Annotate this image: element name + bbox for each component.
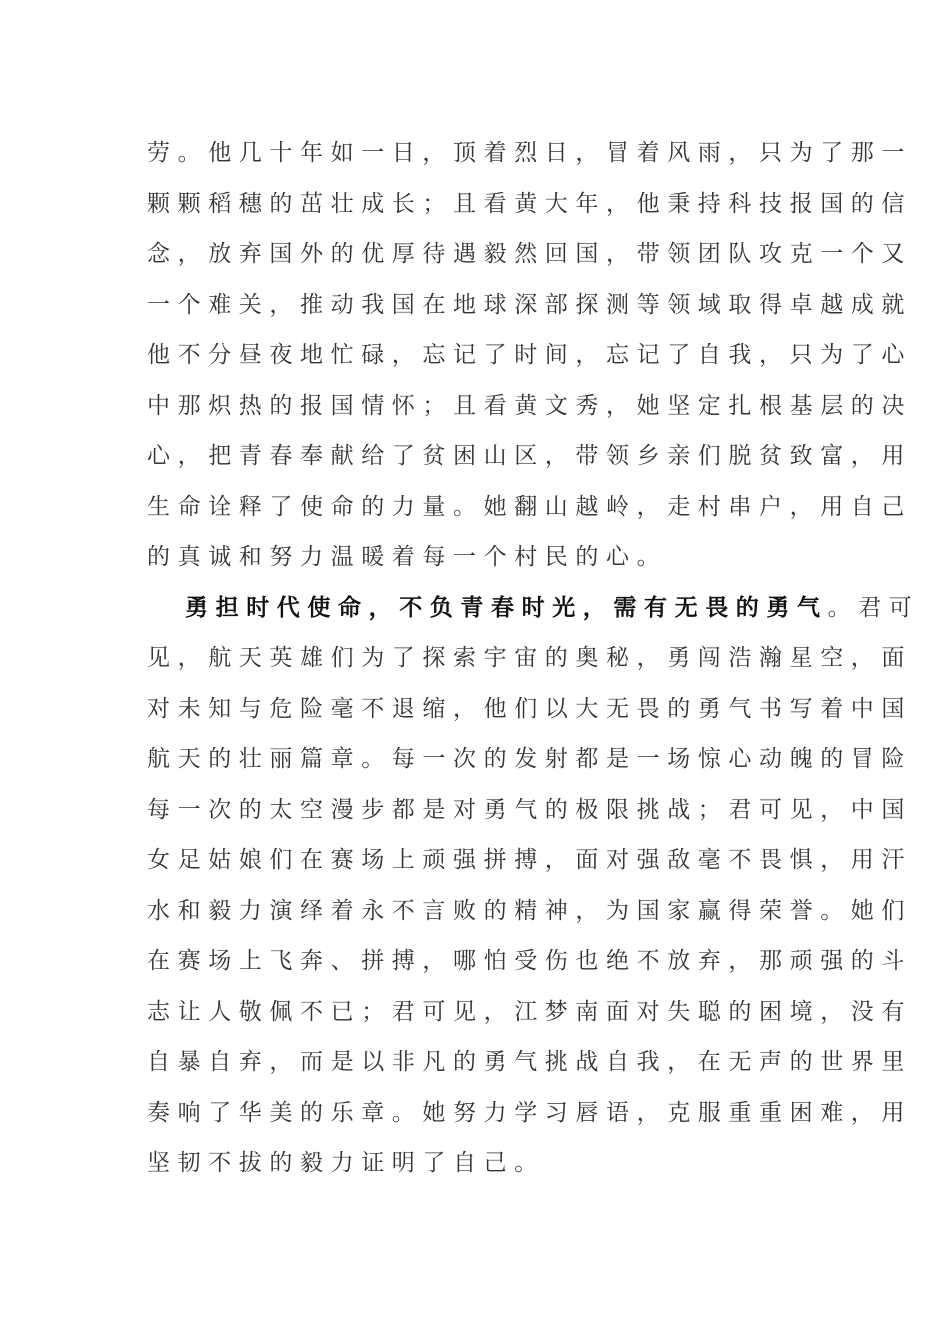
text-line: 水和毅力演绎着永不言败的精神，为国家赢得荣誉。她们: [147, 897, 912, 924]
text-line: 每一次的太空漫步都是对勇气的极限挑战；君可见，中国: [147, 796, 912, 823]
text-line: 颗颗稻穗的茁壮成长；且看黄大年，他秉持科技报国的信: [147, 190, 912, 217]
body-text: [147, 128, 920, 1189]
text-line: 航天的壮丽篇章。每一次的发射都是一场惊心动魄的冒险: [147, 746, 912, 772]
text-line: 他不分昼夜地忙碌，忘记了时间，忘记了自我，只为了心: [147, 342, 912, 368]
text-line: 劳。他几十年如一日，顶着烈日，冒着风雨，只为了那一: [147, 140, 912, 166]
paragraph-2-first-line: [147, 583, 920, 634]
text-line: 自暴自弃，而是以非凡的勇气挑战自我，在无声的世界里: [147, 1049, 912, 1075]
text-line: 对未知与危险毫不退缩，他们以大无畏的勇气书写着中国: [147, 695, 912, 722]
paragraph-2-first-line-rest: 。君可: [827, 594, 920, 621]
text-line: 一个难关，推动我国在地球深部探测等领域取得卓越成就: [147, 291, 912, 318]
text-line: 坚韧不拔的毅力证明了自己。: [147, 1150, 545, 1176]
text-line: 见，航天英雄们为了探索宇宙的奥秘，勇闯浩瀚星空，面: [147, 645, 912, 671]
text-line: 生命诠释了使命的力量。她翻山越岭，走村串户，用自己: [147, 493, 912, 520]
text-line: 念，放弃国外的优厚待遇毅然回国，带领团队攻克一个又: [147, 241, 912, 267]
text-line: 中那炽热的报国情怀；且看黄文秀，她坚定扎根基层的决: [147, 392, 912, 419]
text-line: 奏响了华美的乐章。她努力学习唇语，克服重重困难，用: [147, 1099, 912, 1126]
text-line: 心，把青春奉献给了贫困山区，带领乡亲们脱贫致富，用: [147, 443, 912, 469]
paragraph-heading: 勇担时代使命，不负青春时光，需有无畏的勇气: [185, 593, 828, 621]
text-line: 的真诚和努力温暖着每一个村民的心。: [147, 544, 668, 570]
paragraph-2: [147, 583, 920, 1189]
paragraph-1: [147, 128, 912, 583]
text-line: 女足姑娘们在赛场上顽强拼搏，面对强敌毫不畏惧，用汗: [147, 847, 912, 873]
text-line: 在赛场上飞奔、拼搏，哪怕受伤也绝不放弃，那顽强的斗: [147, 948, 912, 974]
text-line: 志让人敬佩不已；君可见，江梦南面对失聪的困境，没有: [147, 998, 912, 1025]
